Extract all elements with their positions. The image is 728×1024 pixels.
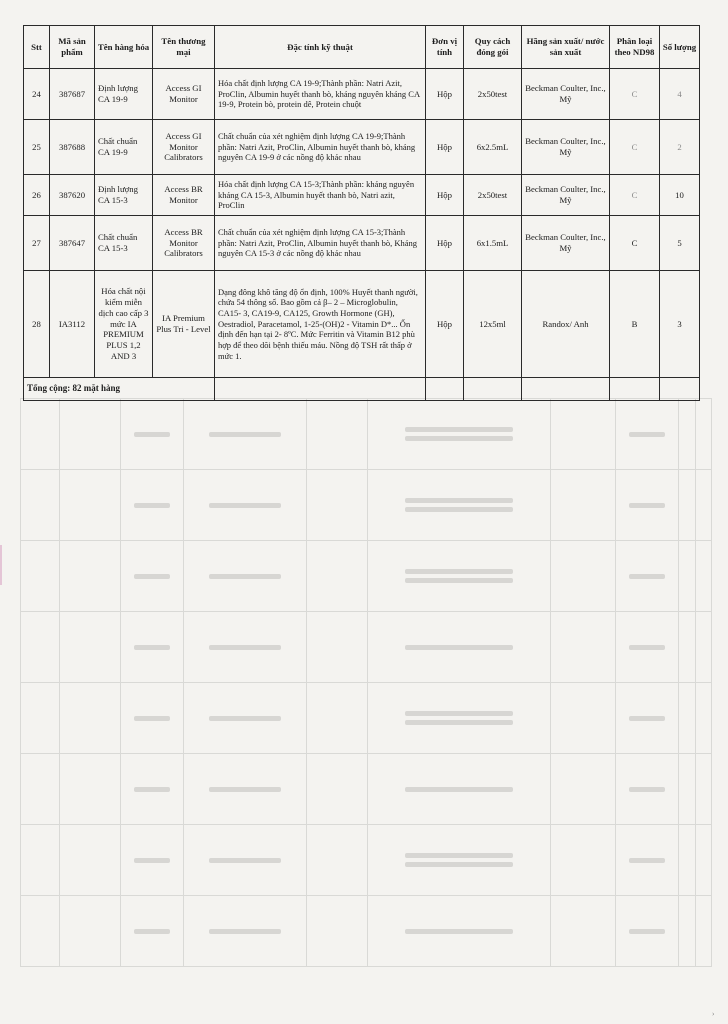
- cell-class: C: [610, 69, 660, 120]
- header-stt: Stt: [24, 26, 50, 69]
- cell-qty: 3: [660, 271, 700, 378]
- bleed-through-table: [20, 398, 712, 978]
- cell-trade-name: Access GI Monitor: [153, 69, 215, 120]
- cell-unit: Hộp: [426, 120, 464, 175]
- cell-unit: Hộp: [426, 216, 464, 271]
- cell-unit: Hộp: [426, 69, 464, 120]
- cell-name: Chất chuẩn CA 19-9: [95, 120, 153, 175]
- table-header-row: [24, 26, 700, 69]
- cell-code: 387620: [50, 175, 95, 216]
- cell-spec: Dạng đông khô tăng độ ổn định, 100% Huyết thanh người, chứa 54 thông số. Bao gồm cả β– 2 – Microglobulin, CA15- 3, CA19-9, CA125, Growth Hormone (GH), Oestradiol, Paracetamol, 1-25-(OH)2 - Vitamin D*... Ổn định đến hạn tại 2- 8ºC. Mức Ferritin và Vitamin B12 phù hợp để theo dõi bệnh thiếu máu. Nồng độ TSH rất thấp ở mức 1.: [215, 271, 426, 378]
- cell-packing: 2x50test: [464, 175, 522, 216]
- cell-packing: 6x2.5mL: [464, 120, 522, 175]
- cell-class: B: [610, 271, 660, 378]
- cell-class: C: [610, 216, 660, 271]
- cell-name: Định lượng CA 19-9: [95, 69, 153, 120]
- cell-name: Hóa chất nội kiểm miễn dịch cao cấp 3 mức IA PREMIUM PLUS 1,2 AND 3: [95, 271, 153, 378]
- cell-code: 387688: [50, 120, 95, 175]
- cell-manufacturer: Beckman Coulter, Inc., Mỹ: [522, 216, 610, 271]
- header-unit: Đơn vị tính: [426, 26, 464, 69]
- cell-spec: Chất chuẩn của xét nghiệm định lượng CA 15-3;Thành phần: Natri Azit, ProClin, Albumin huyết thanh bò, Kháng nguyên CA 15-3 ở các nồng độ khác nhau: [215, 216, 426, 271]
- cell-code: 387687: [50, 69, 95, 120]
- cell-qty: 4: [660, 69, 700, 120]
- page-corner-mark: ›: [712, 1010, 715, 1018]
- table-row: [24, 69, 700, 120]
- cell-packing: 6x1.5mL: [464, 216, 522, 271]
- table-row: [24, 271, 700, 378]
- table-row: [24, 175, 700, 216]
- cell-name: Chất chuẩn CA 15-3: [95, 216, 153, 271]
- cell-code: 387647: [50, 216, 95, 271]
- cell-trade-name: Access BR Monitor Calibrators: [153, 216, 215, 271]
- cell-packing: 2x50test: [464, 69, 522, 120]
- cell-unit: Hộp: [426, 175, 464, 216]
- cell-class: C: [610, 175, 660, 216]
- cell-trade-name: IA Premium Plus Tri - Level: [153, 271, 215, 378]
- cell-qty: 2: [660, 120, 700, 175]
- header-classification: Phân loại theo ND98: [610, 26, 660, 69]
- cell-name: Định lượng CA 15-3: [95, 175, 153, 216]
- table-row: [24, 120, 700, 175]
- cell-stt: 27: [24, 216, 50, 271]
- cell-manufacturer: Beckman Coulter, Inc., Mỹ: [522, 175, 610, 216]
- cell-spec: Hóa chất định lượng CA 19-9;Thành phần: Natri Azit, ProClin, Albumin huyết thanh bò, kháng nguyên kháng CA 19-9, Protein bò, protein dê, Protein chuột: [215, 69, 426, 120]
- cell-spec: Chất chuẩn của xét nghiệm định lượng CA 19-9;Thành phần: Natri Azit, ProClin, Albumin huyết thanh bò, kháng nguyên CA 19-9 ở các nồng độ khác nhau: [215, 120, 426, 175]
- cell-stt: 24: [24, 69, 50, 120]
- header-manufacturer: Hãng sản xuất/ nước sản xuất: [522, 26, 610, 69]
- cell-spec: Hóa chất định lượng CA 15-3;Thành phần: kháng nguyên kháng CA 15-3, Albumin huyết thanh bò, Natri azit, ProClin: [215, 175, 426, 216]
- header-quantity: Số lượng: [660, 26, 700, 69]
- product-table: [23, 25, 700, 401]
- total-row: [24, 378, 700, 401]
- header-specification: Đặc tính kỹ thuật: [215, 26, 426, 69]
- cell-stt: 25: [24, 120, 50, 175]
- total-label: Tổng cộng: 82 mặt hàng: [24, 378, 215, 401]
- header-packing: Quy cách đóng gói: [464, 26, 522, 69]
- cell-stt: 26: [24, 175, 50, 216]
- cell-qty: 10: [660, 175, 700, 216]
- header-product-name: Tên hàng hóa: [95, 26, 153, 69]
- cell-code: IA3112: [50, 271, 95, 378]
- cell-packing: 12x5ml: [464, 271, 522, 378]
- cell-manufacturer: Beckman Coulter, Inc., Mỹ: [522, 69, 610, 120]
- cell-manufacturer: Beckman Coulter, Inc., Mỹ: [522, 120, 610, 175]
- header-trade-name: Tên thương mại: [153, 26, 215, 69]
- cell-trade-name: Access GI Monitor Calibrators: [153, 120, 215, 175]
- header-product-code: Mã sản phẩm: [50, 26, 95, 69]
- table-row: [24, 216, 700, 271]
- cell-trade-name: Access BR Monitor: [153, 175, 215, 216]
- cell-manufacturer: Randox/ Anh: [522, 271, 610, 378]
- cell-class: C: [610, 120, 660, 175]
- cell-stt: 28: [24, 271, 50, 378]
- cell-unit: Hộp: [426, 271, 464, 378]
- cell-qty: 5: [660, 216, 700, 271]
- stamp-mark: [0, 545, 8, 585]
